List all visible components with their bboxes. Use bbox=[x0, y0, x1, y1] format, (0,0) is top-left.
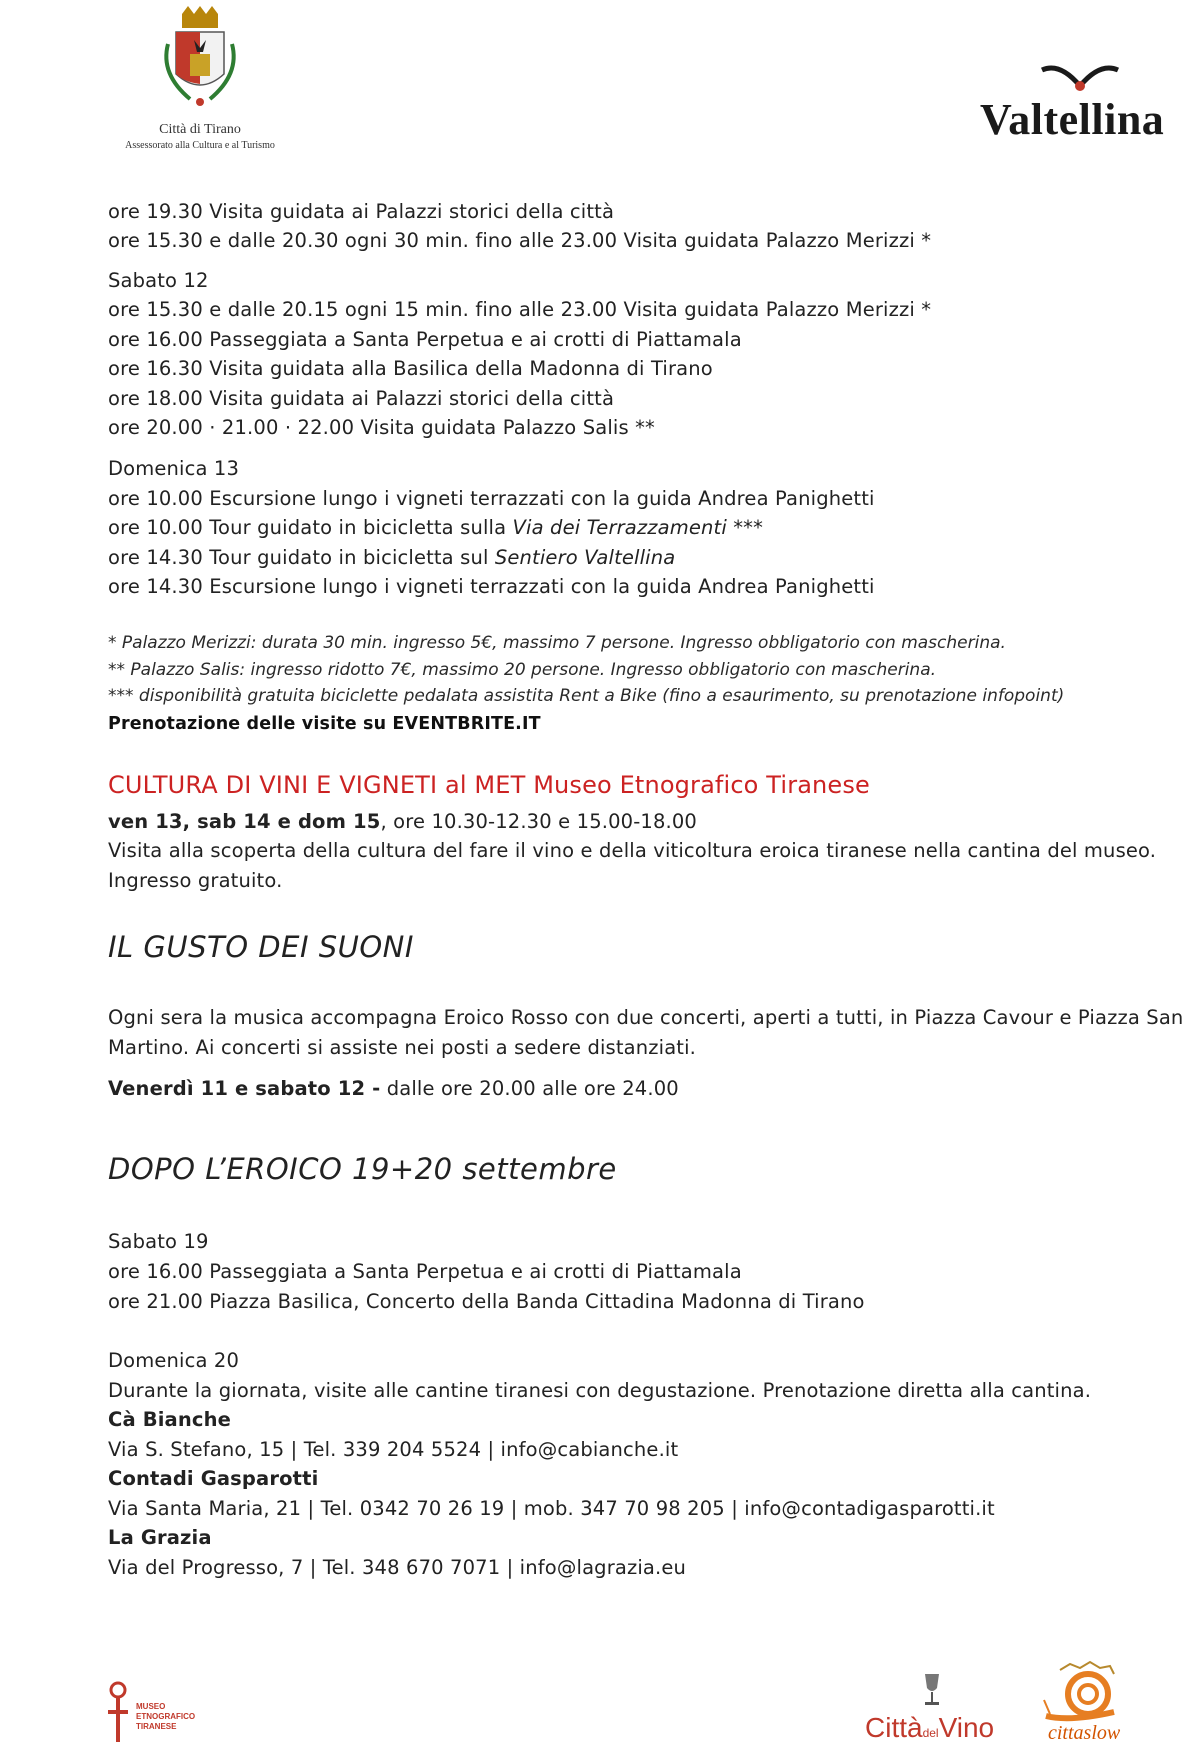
winery-name: Contadi Gasparotti bbox=[108, 1467, 319, 1490]
day-heading: Sabato 12 bbox=[108, 269, 209, 292]
museo-name: MUSEO ETNOGRAFICO TIRANESE bbox=[136, 1702, 196, 1731]
route-name: Sentiero Valtellina bbox=[494, 546, 676, 569]
wine-glass-icon bbox=[917, 1672, 947, 1708]
citta-del-vino-logo bbox=[865, 1672, 1005, 1748]
footnote: *** disponibilità gratuita biciclette pedalata assistita Rent a Bike (fino a esaurimento, su prenotazione infopoint) bbox=[108, 686, 1065, 706]
city-department: Assessorato alla Cultura e al Turismo bbox=[125, 140, 275, 151]
brand-name: Valtellina bbox=[980, 95, 1165, 144]
program-line: ore 16.00 Passeggiata a Santa Perpetua e ai crotti di Piattamala bbox=[108, 1260, 742, 1283]
day-heading: Domenica 13 bbox=[108, 457, 240, 480]
valtellina-mark-icon bbox=[980, 58, 1180, 98]
line-text: ore 14.30 Tour guidato in bicicletta sul bbox=[108, 546, 495, 569]
event-description: Ogni sera la musica accompagna Eroico Rosso con due concerti, aperti a tutti, in Piazza Cavour e Piazza San Martino. Ai concerti si assiste nei posti a sedere distanziati. bbox=[108, 1006, 1184, 1059]
event-dates bbox=[108, 808, 697, 836]
route-name: Via dei Terrazzamenti bbox=[512, 516, 727, 539]
dates-bold: Venerdì 11 e sabato 12 - bbox=[108, 1077, 381, 1100]
citta-word: Città bbox=[865, 1712, 923, 1743]
snail-icon bbox=[1040, 1660, 1130, 1724]
event-description: Visita alla scoperta della cultura del fare il vino e della viticoltura eroica tiranese nella cantina del museo. Ingresso gratuito. bbox=[108, 839, 1157, 892]
program-line bbox=[108, 544, 675, 572]
cittaslow-text: cittaslow bbox=[1048, 1722, 1121, 1744]
valtellina-logo bbox=[980, 58, 1180, 148]
vino-word: Vino bbox=[938, 1712, 995, 1743]
section-title: IL GUSTO DEI SUONI bbox=[108, 930, 414, 964]
program-line: ore 20.00 · 21.00 · 22.00 Visita guidata Palazzo Salis ** bbox=[108, 416, 655, 439]
footnote: ** Palazzo Salis: ingresso ridotto 7€, massimo 20 persone. Ingresso obbligatorio con mascherina. bbox=[108, 660, 937, 680]
program-line: ore 14.30 Escursione lungo i vigneti terrazzati con la guida Andrea Panighetti bbox=[108, 575, 875, 598]
section-title: DOPO L’EROICO 19+20 settembre bbox=[108, 1152, 617, 1186]
program-line: ore 10.00 Escursione lungo i vigneti terrazzati con la guida Andrea Panighetti bbox=[108, 487, 875, 510]
program-line bbox=[108, 514, 763, 542]
event-dates bbox=[108, 1075, 679, 1103]
program-line: ore 16.00 Passeggiata a Santa Perpetua e ai crotti di Piattamala bbox=[108, 328, 742, 351]
program-line: ore 21.00 Piazza Basilica, Concerto della Banda Cittadina Madonna di Tirano bbox=[108, 1290, 865, 1313]
winery-name: Cà Bianche bbox=[108, 1408, 232, 1431]
citta-del-vino-text bbox=[865, 1712, 994, 1744]
dates-bold: ven 13, sab 14 e dom 15 bbox=[108, 810, 381, 833]
winery-info: Via Santa Maria, 21 | Tel. 0342 70 26 19 | mob. 347 70 98 205 | info@contadigasparotti.it bbox=[108, 1497, 995, 1520]
line-suffix: *** bbox=[726, 516, 763, 539]
day-heading: Sabato 19 bbox=[108, 1230, 209, 1253]
city-logo bbox=[110, 4, 290, 154]
winery-info: Via S. Stefano, 15 | Tel. 339 204 5524 | info@cabianche.it bbox=[108, 1438, 679, 1461]
coat-of-arms-icon bbox=[110, 4, 290, 114]
program-line: ore 16.30 Visita guidata alla Basilica della Madonna di Tirano bbox=[108, 357, 713, 380]
museo-mark-icon bbox=[106, 1680, 136, 1744]
footnote: * Palazzo Merizzi: durata 30 min. ingresso 5€, massimo 7 persone. Ingresso obbligatorio con mascherina. bbox=[108, 633, 1006, 653]
del-word: del bbox=[922, 1726, 939, 1740]
program-line: ore 15.30 e dalle 20.30 ogni 30 min. fino alle 23.00 Visita guidata Palazzo Merizzi * bbox=[108, 229, 932, 252]
dates-hours: , ore 10.30-12.30 e 15.00-18.00 bbox=[380, 810, 697, 833]
museo-logo bbox=[106, 1680, 196, 1746]
program-line: ore 19.30 Visita guidata ai Palazzi storici della città bbox=[108, 200, 615, 223]
program-line: Durante la giornata, visite alle cantine tiranesi con degustazione. Prenotazione diretta alla cantina. bbox=[108, 1379, 1092, 1402]
city-name: Città di Tirano bbox=[159, 122, 241, 137]
program-line: ore 18.00 Visita guidata ai Palazzi storici della città bbox=[108, 387, 615, 410]
cittaslow-logo bbox=[1040, 1660, 1130, 1748]
line-text: ore 10.00 Tour guidato in bicicletta sulla bbox=[108, 516, 513, 539]
dates-hours: dalle ore 20.00 alle ore 24.00 bbox=[380, 1077, 679, 1100]
booking-note: Prenotazione delle visite su EVENTBRITE.IT bbox=[108, 714, 541, 734]
winery-name: La Grazia bbox=[108, 1526, 212, 1549]
program-line: ore 15.30 e dalle 20.15 ogni 15 min. fino alle 23.00 Visita guidata Palazzo Merizzi * bbox=[108, 298, 932, 321]
section-title: CULTURA DI VINI E VIGNETI al MET Museo Etnografico Tiranese bbox=[108, 771, 870, 799]
day-heading: Domenica 20 bbox=[108, 1349, 240, 1372]
winery-info: Via del Progresso, 7 | Tel. 348 670 7071 | info@lagrazia.eu bbox=[108, 1556, 687, 1579]
